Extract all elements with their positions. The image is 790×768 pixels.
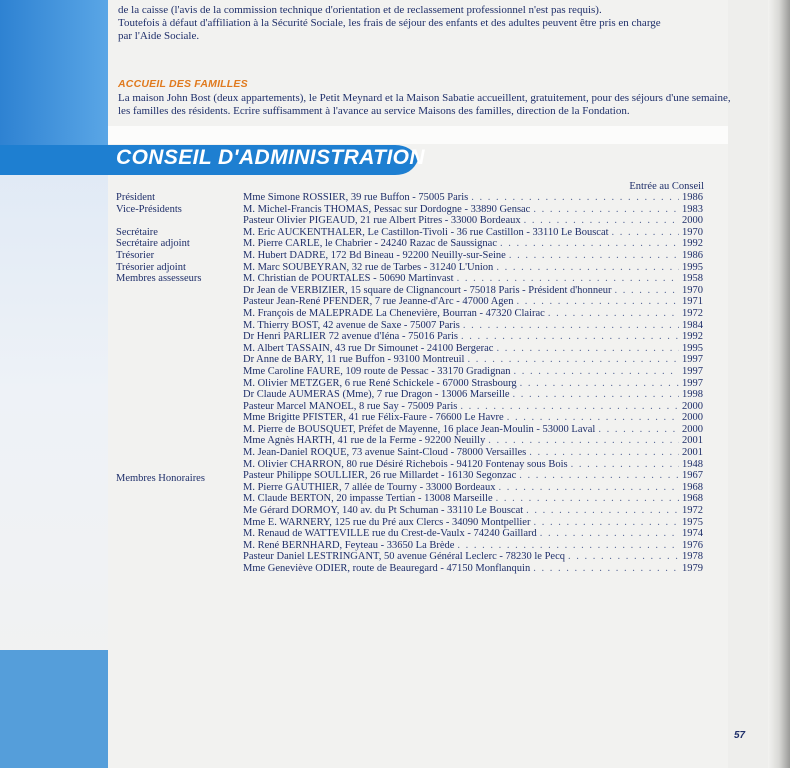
member-name: M. René BERNHARD, Feyteau - 33650 La Brède [243, 539, 455, 551]
member-name: Dr Henri PARLIER 72 avenue d'Iéna - 75016 Paris [243, 331, 458, 343]
member-year: 2000 [682, 423, 703, 435]
leader-dots [520, 378, 679, 390]
member-row [243, 238, 703, 250]
member-year: 1998 [682, 389, 703, 401]
leader-dots [457, 273, 679, 285]
leader-dots [524, 215, 679, 227]
member-row [243, 505, 703, 517]
members-list [243, 192, 703, 575]
member-name: M. Claude BERTON, 20 impasse Tertian - 13008 Marseille [243, 493, 493, 505]
member-year: 2001 [682, 447, 703, 459]
accueil-heading: ACCUEIL DES FAMILLES [118, 78, 248, 90]
member-row [243, 528, 703, 540]
leader-dots [571, 459, 679, 471]
leader-dots [509, 250, 679, 262]
member-row [243, 435, 703, 447]
member-name: M. Thierry BOST, 42 avenue de Saxe - 75007 Paris [243, 319, 460, 331]
member-year: 1992 [682, 331, 703, 343]
member-year: 1995 [682, 342, 703, 354]
member-name: Mme Agnès HARTH, 41 rue de la Ferme - 92200 Neuilly [243, 435, 486, 447]
member-year: 1984 [682, 319, 703, 331]
leader-dots [500, 238, 679, 250]
member-row [243, 296, 703, 308]
member-year: 1958 [682, 273, 703, 285]
member-year: 2000 [682, 400, 703, 412]
member-year: 1968 [682, 493, 703, 505]
leader-dots [533, 204, 679, 216]
member-year: 1971 [682, 296, 703, 308]
member-year: 1992 [682, 238, 703, 250]
role-label: Secrétaire [116, 226, 158, 238]
member-name: M. Olivier CHARRON, 80 rue Désiré Richebois - 94120 Fontenay sous Bois [243, 458, 568, 470]
role-label-honoraires: Membres Honoraires [116, 473, 205, 484]
member-row [243, 331, 703, 343]
member-row [243, 378, 703, 390]
member-row [243, 285, 703, 297]
member-name: M. François de MALEPRADE La Chenevière, Bourran - 47320 Clairac [243, 307, 545, 319]
member-name: Pasteur Daniel LESTRINGANT, 50 avenue Général Leclerc - 78230 le Pecq [243, 551, 565, 563]
leader-dots [463, 320, 679, 332]
member-year: 1997 [682, 365, 703, 377]
accueil-line: les familles des résidents. Ecrire suffisamment à l'avance au service Maisons des familles, direction de la Fondation. [118, 105, 630, 117]
intro-paragraph [118, 4, 728, 43]
member-year: 1997 [682, 377, 703, 389]
member-year: 1975 [682, 516, 703, 528]
entree-au-conseil-label: Entrée au Conseil [629, 181, 704, 192]
leader-dots [488, 435, 679, 447]
member-name: Mme E. WARNERY, 125 rue du Pré aux Clercs - 34090 Montpellier [243, 516, 531, 528]
member-year: 2000 [682, 412, 703, 424]
role-label: Président [116, 192, 156, 203]
member-name: Dr Claude AUMERAS (Mme), 7 rue Dragon - 13006 Marseille [243, 389, 510, 401]
member-year: 1986 [682, 192, 703, 203]
member-year: 1986 [682, 249, 703, 261]
member-row [243, 320, 703, 332]
role-label [116, 215, 241, 227]
member-year: 1995 [682, 261, 703, 273]
member-row [243, 273, 703, 285]
member-name: M. Hubert DADRE, 172 Bd Bineau - 92200 Neuilly-sur-Seine [243, 249, 506, 261]
leader-dots [598, 424, 679, 436]
leader-dots [460, 401, 679, 413]
member-name: M. Jean-Daniel ROQUE, 73 avenue Saint-Cloud - 78000 Versailles [243, 447, 527, 459]
leader-dots [457, 540, 679, 552]
leader-dots [540, 528, 679, 540]
roles-column [116, 192, 241, 285]
member-row [243, 563, 703, 575]
leader-dots [516, 296, 679, 308]
member-name: M. Pierre CARLE, le Chabrier - 24240 Razac de Saussignac [243, 238, 497, 250]
role-label: Trésorier [116, 249, 155, 261]
member-name: Pasteur Marcel MANOEL, 8 rue Say - 75009 Paris [243, 400, 458, 412]
member-year: 1979 [682, 563, 703, 574]
member-name: Me Gérard DORMOY, 140 av. du Pt Schuman - 33110 Le Bouscat [243, 505, 524, 517]
member-year: 1976 [682, 539, 703, 551]
role-label: Secrétaire adjoint [116, 238, 190, 250]
member-name: Mme Geneviève ODIER, route de Beauregard - 47150 Monflanquin [243, 563, 531, 574]
member-year: 2001 [682, 435, 703, 447]
accueil-paragraph [118, 92, 731, 118]
member-year: 1970 [682, 284, 703, 296]
conseil-heading: CONSEIL D'ADMINISTRATION [116, 146, 425, 169]
leader-dots [514, 366, 679, 378]
member-year: 1948 [682, 458, 703, 470]
member-row [243, 482, 703, 494]
member-row [243, 343, 703, 355]
intro-line: par l'Aide Sociale. [118, 30, 200, 42]
leader-dots [471, 192, 679, 204]
member-year: 1968 [682, 481, 703, 493]
role-label: Membres assesseurs [116, 273, 202, 285]
member-name: M. Eric AUCKENTHALER, Le Castillon-Tivoli - 36 rue Castillon - 33110 Le Bouscat [243, 226, 609, 238]
member-name: M. Pierre de BOUSQUET, Préfet de Mayenne, 16 place Jean-Moulin - 53000 Laval [243, 423, 596, 435]
leader-dots [467, 354, 679, 366]
member-year: 1970 [682, 226, 703, 238]
leader-dots [533, 517, 679, 529]
member-year: 1972 [682, 307, 703, 319]
member-row [243, 192, 703, 204]
member-name: Mme Simone ROSSIER, 39 rue Buffon - 75005 Paris [243, 192, 469, 203]
page-number: 57 [734, 730, 746, 741]
leader-dots [496, 493, 679, 505]
member-row [243, 412, 703, 424]
leader-dots [496, 262, 679, 274]
accueil-line: La maison John Bost (deux appartements), le Petit Meynard et la Maison Sabatie accueillent, gratuitement, pour des séjours d'une semaine, [118, 92, 731, 104]
role-label: Vice-Présidents [116, 203, 182, 215]
member-row [243, 308, 703, 320]
member-year: 1997 [682, 354, 703, 366]
member-name: Dr Jean de VERBIZIER, 15 square de Clignancourt - 75018 Paris - Président d'honneur [243, 284, 612, 296]
intro-line: de la caisse (l'avis de la commission technique d'orientation et de reclassement professionnel n'est pas requis). [118, 4, 602, 16]
leader-dots [529, 447, 679, 459]
member-year: 1983 [682, 203, 703, 215]
member-row [243, 459, 703, 471]
member-name: M. Renaud de WATTEVILLE rue du Crest-de-Vaulx - 74240 Gaillard [243, 528, 537, 540]
leader-dots [548, 308, 679, 320]
member-name: Pasteur Philippe SOULLIER, 26 rue Millardet - 16130 Segonzac [243, 470, 517, 482]
member-row [243, 215, 703, 227]
member-row [243, 424, 703, 436]
member-name: Pasteur Olivier PIGEAUD, 21 rue Albert Pitres - 33000 Bordeaux [243, 215, 521, 227]
member-row [243, 493, 703, 505]
member-name: Mme Caroline FAURE, 109 route de Pessac - 33170 Gradignan [243, 365, 511, 377]
member-row [243, 204, 703, 216]
member-name: M. Michel-Francis THOMAS, Pessac sur Dordogne - 33890 Gensac [243, 203, 531, 215]
member-year: 1967 [682, 470, 703, 482]
leader-dots [496, 343, 679, 355]
member-row [243, 447, 703, 459]
member-year: 2000 [682, 215, 703, 227]
member-row [243, 551, 703, 563]
member-name: M. Christian de POURTALES - 50690 Martinvast [243, 273, 454, 285]
member-row [243, 227, 703, 239]
leader-dots [615, 285, 679, 297]
member-name: Dr Anne de BARY, 11 rue Buffon - 93100 Montreuil [243, 354, 465, 366]
member-row [243, 354, 703, 366]
member-name: M. Marc SOUBEYRAN, 32 rue de Tarbes - 31240 L'Union [243, 261, 494, 273]
leader-dots [461, 331, 679, 343]
leader-dots [507, 412, 679, 424]
member-year: 1972 [682, 505, 703, 517]
leader-dots [498, 482, 679, 494]
member-row [243, 389, 703, 401]
leader-dots [568, 551, 679, 563]
role-label: Trésorier adjoint [116, 261, 186, 273]
leader-dots [513, 389, 679, 401]
member-name: M. Albert TASSAIN, 43 rue Dr Simounet - 24100 Bergerac [243, 342, 494, 354]
member-row [243, 250, 703, 262]
member-row [243, 517, 703, 529]
member-year: 1978 [682, 551, 703, 563]
leader-dots [612, 227, 679, 239]
member-row [243, 366, 703, 378]
leader-dots [519, 470, 679, 482]
member-row [243, 262, 703, 274]
member-row [243, 470, 703, 482]
member-name: M. Pierre GAUTHIER, 7 allée de Tourny - 33000 Bordeaux [243, 481, 496, 493]
member-name: Mme Brigitte PFISTER, 41 rue Félix-Faure - 76600 Le Havre [243, 412, 504, 424]
leader-dots [533, 563, 679, 575]
member-name: M. Olivier METZGER, 6 rue René Schickele - 67000 Strasbourg [243, 377, 517, 389]
member-row [243, 401, 703, 413]
member-year: 1974 [682, 528, 703, 540]
leader-dots [526, 505, 679, 517]
intro-line: Toutefois à défaut d'affiliation à la Sécurité Sociale, les frais de séjour des enfants et des adultes peuvent être pris en charge [118, 17, 661, 29]
member-row [243, 540, 703, 552]
member-name: Pasteur Jean-René PFENDER, 7 rue Jeanne-d'Arc - 47000 Agen [243, 296, 514, 308]
